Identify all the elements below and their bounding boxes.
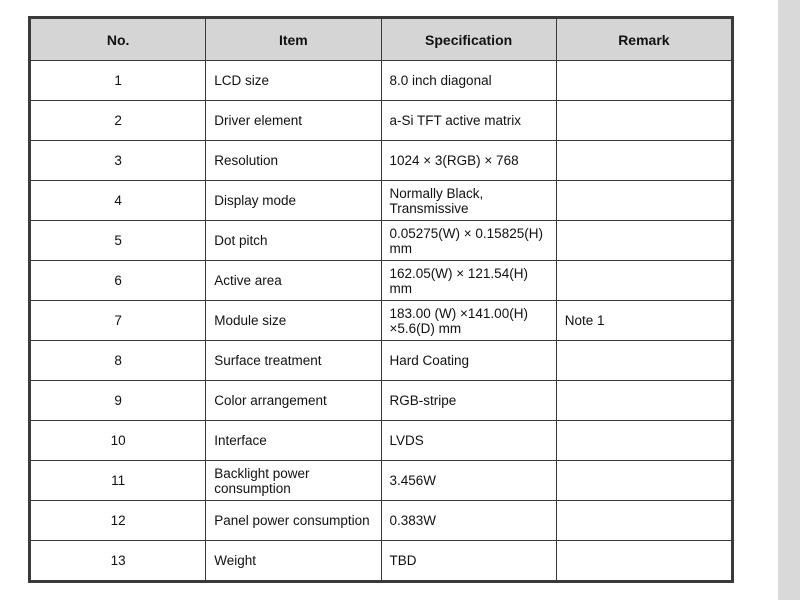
cell-specification: 8.0 inch diagonal (381, 61, 556, 101)
cell-specification: Hard Coating (381, 341, 556, 381)
table-row (31, 61, 732, 101)
cell-remark (556, 181, 731, 221)
cell-no: 12 (31, 501, 206, 541)
column-header-item: Item (206, 19, 381, 61)
cell-no: 6 (31, 261, 206, 301)
cell-item: Display mode (206, 181, 381, 221)
cell-item: Resolution (206, 141, 381, 181)
cell-item: Weight (206, 541, 381, 581)
table-row (31, 461, 732, 501)
cell-specification: 162.05(W) × 121.54(H) mm (381, 261, 556, 301)
cell-remark (556, 461, 731, 501)
specification-table-container (30, 18, 732, 581)
cell-remark (556, 381, 731, 421)
cell-remark (556, 261, 731, 301)
cell-no: 8 (31, 341, 206, 381)
table-row (31, 261, 732, 301)
cell-item: Driver element (206, 101, 381, 141)
cell-item: LCD size (206, 61, 381, 101)
table-header-row (31, 19, 732, 61)
cell-item: Panel power consumption (206, 501, 381, 541)
cell-no: 10 (31, 421, 206, 461)
cell-remark (556, 61, 731, 101)
cell-specification: 183.00 (W) ×141.00(H) ×5.6(D) mm (381, 301, 556, 341)
cell-no: 13 (31, 541, 206, 581)
cell-remark (556, 101, 731, 141)
cell-no: 3 (31, 141, 206, 181)
table-row (31, 341, 732, 381)
cell-no: 5 (31, 221, 206, 261)
column-header-remark: Remark (556, 19, 731, 61)
cell-remark (556, 501, 731, 541)
cell-specification: 0.383W (381, 501, 556, 541)
cell-specification: TBD (381, 541, 556, 581)
specification-table (30, 18, 732, 581)
cell-specification: 0.05275(W) × 0.15825(H) mm (381, 221, 556, 261)
table-row (31, 101, 732, 141)
table-body (31, 61, 732, 581)
cell-item: Color arrangement (206, 381, 381, 421)
cell-item: Backlight power consumption (206, 461, 381, 501)
table-row (31, 301, 732, 341)
cell-remark: Note 1 (556, 301, 731, 341)
cell-specification: a-Si TFT active matrix (381, 101, 556, 141)
table-row (31, 141, 732, 181)
table-row (31, 221, 732, 261)
cell-item: Active area (206, 261, 381, 301)
cell-remark (556, 221, 731, 261)
table-header (31, 19, 732, 61)
cell-remark (556, 541, 731, 581)
cell-remark (556, 341, 731, 381)
cell-no: 2 (31, 101, 206, 141)
cell-no: 9 (31, 381, 206, 421)
cell-remark (556, 421, 731, 461)
cell-specification: 1024 × 3(RGB) × 768 (381, 141, 556, 181)
table-row (31, 541, 732, 581)
cell-specification: LVDS (381, 421, 556, 461)
cell-item: Interface (206, 421, 381, 461)
column-header-no: No. (31, 19, 206, 61)
column-header-specification: Specification (381, 19, 556, 61)
table-row (31, 381, 732, 421)
cell-specification: Normally Black, Transmissive (381, 181, 556, 221)
cell-specification: RGB-stripe (381, 381, 556, 421)
cell-remark (556, 141, 731, 181)
page-right-margin (778, 0, 800, 600)
table-row (31, 421, 732, 461)
table-row (31, 501, 732, 541)
cell-specification: 3.456W (381, 461, 556, 501)
cell-item: Surface treatment (206, 341, 381, 381)
table-row (31, 181, 732, 221)
cell-item: Dot pitch (206, 221, 381, 261)
cell-no: 11 (31, 461, 206, 501)
cell-no: 4 (31, 181, 206, 221)
cell-no: 1 (31, 61, 206, 101)
cell-item: Module size (206, 301, 381, 341)
cell-no: 7 (31, 301, 206, 341)
